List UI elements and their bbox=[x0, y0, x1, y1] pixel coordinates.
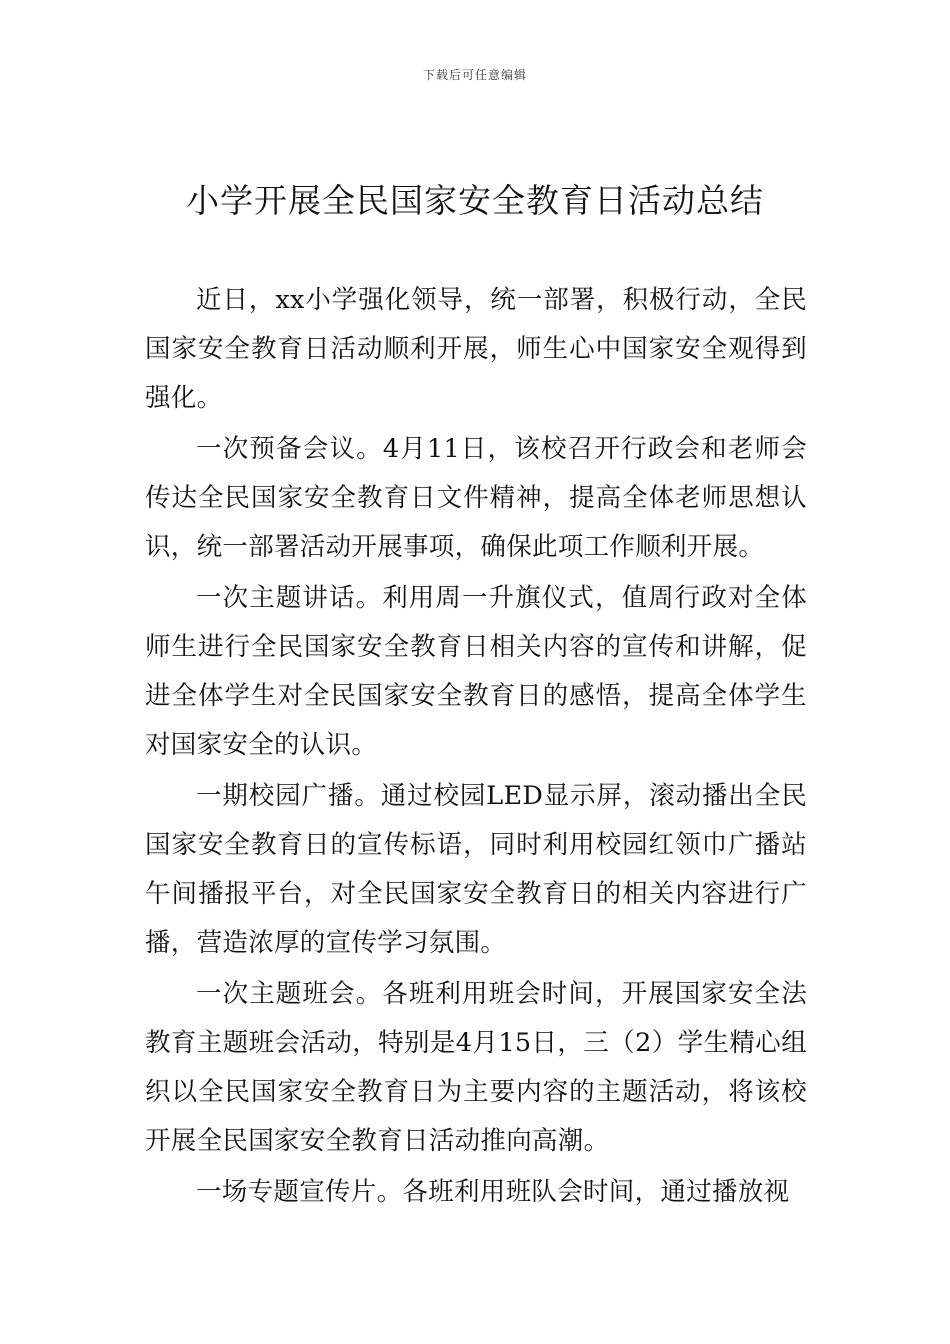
paragraph-intro: 近日，xx小学强化领导，统一部署，积极行动，全民国家安全教育日活动顺利开展，师生心中国家安全观得到强化。 bbox=[145, 285, 807, 413]
document-body bbox=[145, 276, 807, 1219]
paragraph-class-meeting: 一次主题班会。各班利用班会时间，开展国家安全法教育主题班会活动，特别是4月15日，三（2）学生精心组织以全民国家安全教育日为主要内容的主题活动，将该校开展全民国家安全教育日活动推向高潮。 bbox=[145, 979, 807, 1156]
paragraph-meeting: 一次预备会议。4月11日，该校召开行政会和老师会传达全民国家安全教育日文件精神，提高全体老师思想认识，统一部署活动开展事项，确保此项工作顺利开展。 bbox=[145, 434, 807, 562]
paragraph-video: 一场专题宣传片。各班利用班队会时间，通过播放视 bbox=[196, 1177, 790, 1207]
paragraph-broadcast: 一期校园广播。通过校园LED显示屏，滚动播出全民国家安全教育日的宣传标语，同时利用校园红领巾广播站午间播报平台，对全民国家安全教育日的相关内容进行广播，营造浓厚的宣传学习氛围。 bbox=[145, 781, 807, 958]
paragraph-speech: 一次主题讲话。利用周一升旗仪式，值周行政对全体师生进行全民国家安全教育日相关内容的宣传和讲解，促进全体学生对全民国家安全教育日的感悟，提高全体学生对国家安全的认识。 bbox=[145, 583, 807, 760]
document-title: 小学开展全民国家安全教育日活动总结 bbox=[186, 181, 764, 220]
page-header: 下载后可任意编辑 bbox=[422, 68, 527, 82]
